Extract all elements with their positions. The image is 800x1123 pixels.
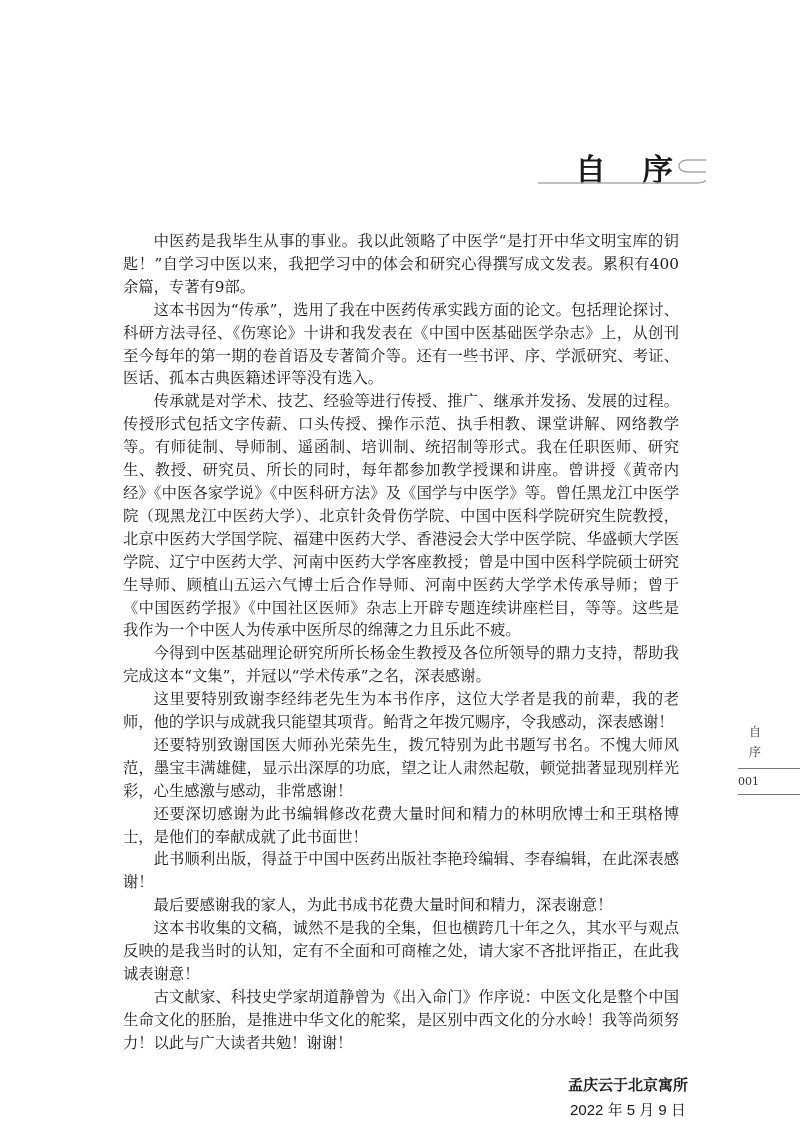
section-char: 自 [748, 725, 761, 739]
divider [738, 794, 800, 795]
preface-body [123, 230, 679, 1055]
signature-date: 2022 年 5 月 9 日 [570, 1101, 686, 1119]
paragraph: 还要深切感谢为此书编辑修改花费大量时间和精力的林明欣博士和王琪格博士，是他们的奉献成就了此书面世！ [123, 804, 679, 846]
title-underline-ornament-icon [536, 150, 706, 190]
paragraph: 最后要感谢我的家人，为此书成书花费大量时间和精力，深表谢意！ [153, 896, 613, 915]
paragraph: 这本书因为“传承”，选用了我在中医药传承实践方面的论文。包括理论探讨、科研方法寻径、《伤寒论》十讲和我发表在《中国中医基础医学杂志》上，从创刊至今每年的第一期的卷首语及专著简介等。还有一些书评、序、学派研究、考证、医话、孤本古典医籍述评等没有选入。 [123, 300, 679, 388]
paragraph: 传承就是对学术、技艺、经验等进行传授、推广、继承并发扬、发展的过程。传授形式包括文字传薪、口头传授、操作示范、执手相教、课堂讲解、网络教学等。有师徒制、导师制、遥函制、培训制、统招制等形式。我在任职医师、研究生、教授、研究员、所长的同时，每年都参加教学授课和讲座。曾讲授《黄帝内经》《中医各家学说》《中医科研方法》及《国学与中医学》等。曾任黑龙江中医学院（现黑龙江中医药大学）、北京针灸骨伤学院、中国中医科学院研究生院教授，北京中医药大学国学院、福建中医药大学、香港浸会大学中医学院、华盛顿大学医学院、辽宁中医药大学、河南中医药大学客座教授；曾是中国中医科学院硕士研究生导师、顾植山五运六气博士后合作导师、河南中医药大学学术传承导师；曾于《中国医药学报》《中国社区医师》杂志上开辟专题连续讲座栏目，等等。这些是我作为一个中医人为传承中医所尽的绵薄之力且乐此不疲。 [123, 392, 679, 640]
paragraph: 这本书收集的文稿，诚然不是我的全集，但也横跨几十年之久，其水平与观点反映的是我当时的认知，定有不全面和可商榷之处，请大家不吝批评指正，在此我诚表谢意！ [123, 919, 679, 983]
signature-name: 孟庆云于北京寓所 [567, 1076, 688, 1094]
title-char: 序 [642, 153, 673, 189]
paragraph: 中医药是我毕生从事的事业。我以此领略了中医学“是打开中华文明宝库的钥匙！”自学习中医以来，我把学习中的体会和研究心得撰写成文发表。累积有400余篇，专著有9部。 [123, 232, 679, 296]
page-content [123, 230, 688, 1123]
margin-marker [738, 722, 800, 795]
paragraph: 这里要特别致谢李经纬老先生为本书作序，这位大学者是我的前辈，我的老师，他的学识与成就我只能望其项背。鲐背之年拨冗赐序，令我感动，深表感谢！ [123, 690, 679, 732]
signature [123, 1073, 688, 1123]
section-char: 序 [748, 745, 761, 759]
paragraph: 还要特别致谢国医大师孙光荣先生，拨冗特别为此书题写书名。不愧大师风范，墨宝丰满雄健，显示出深厚的功底，望之让人肃然起敬，顿觉拙著显现别样光彩，心生感激与感动，非常感谢！ [123, 735, 679, 800]
title-char: 自 [575, 153, 606, 189]
paragraph: 今得到中医基础理论研究所所长杨金生教授及各位所领导的鼎力支持，帮助我完成这本“文集”，并冠以“学术传承”之名，深表感谢。 [123, 644, 679, 686]
paragraph: 此书顺利出版，得益于中国中医药出版社李艳玲编辑、李春编辑，在此深表感谢！ [123, 850, 679, 892]
paragraph: 古文献家、科技史学家胡道静曾为《出入命门》作序说：中医文化是整个中国生命文化的胚胎，是推进中华文化的舵桨，是区别中西文化的分水岭！我等尚须努力！以此与广大读者共勉！谢谢！ [123, 987, 679, 1052]
page-number: 001 [738, 775, 759, 788]
